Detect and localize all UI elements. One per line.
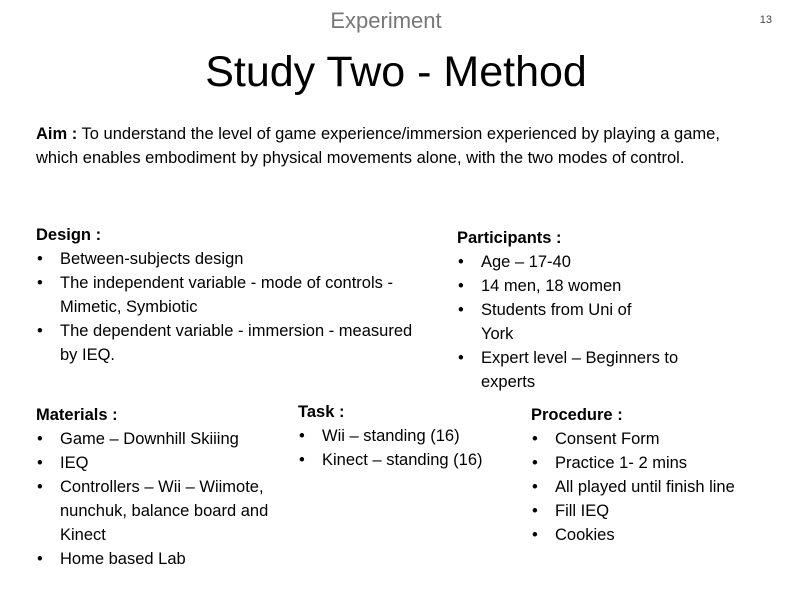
list-item: • All played until finish line bbox=[531, 475, 771, 499]
participants-section bbox=[457, 226, 697, 394]
participants-heading: Participants : bbox=[457, 229, 562, 247]
task-list bbox=[298, 424, 518, 472]
list-item: • Consent Form bbox=[531, 427, 771, 451]
list-item: • The independent variable - mode of controls - Mimetic, Symbiotic bbox=[36, 271, 416, 319]
list-item: • Expert level – Beginners to experts bbox=[457, 346, 691, 394]
list-item: • 14 men, 18 women bbox=[457, 274, 697, 298]
list-item: • Controllers – Wii – Wiimote, nunchuk, balance board and Kinect bbox=[36, 475, 286, 547]
list-item: • Between-subjects design bbox=[36, 247, 416, 271]
design-heading: Design : bbox=[36, 226, 102, 244]
procedure-heading: Procedure : bbox=[531, 406, 623, 424]
page-number: 13 bbox=[759, 14, 772, 26]
design-list bbox=[36, 247, 416, 367]
task-heading: Task : bbox=[298, 403, 345, 421]
list-item: • Game – Downhill Skiiing bbox=[36, 427, 286, 451]
list-item: • Kinect – standing (16) bbox=[298, 448, 518, 472]
aim-label: Aim : bbox=[36, 125, 78, 143]
design-section bbox=[36, 223, 416, 367]
list-item: • Age – 17-40 bbox=[457, 250, 697, 274]
list-item: • Students from Uni of York bbox=[457, 298, 661, 346]
materials-list bbox=[36, 427, 286, 571]
list-item: • IEQ bbox=[36, 451, 286, 475]
aim-text: To understand the level of game experience/immersion experienced by playing a game, which enables embodiment by physical movements alone, with the two modes of control. bbox=[36, 125, 720, 167]
list-item: • The dependent variable - immersion - measured by IEQ. bbox=[36, 319, 416, 367]
slide-title: Study Two - Method bbox=[205, 48, 587, 96]
procedure-list bbox=[531, 427, 771, 547]
aim-paragraph bbox=[36, 122, 758, 170]
section-label: Experiment bbox=[330, 8, 442, 33]
list-item: • Practice 1- 2 mins bbox=[531, 451, 771, 475]
procedure-section bbox=[531, 403, 771, 547]
list-item: • Home based Lab bbox=[36, 547, 286, 571]
participants-list bbox=[457, 250, 697, 394]
list-item: • Fill IEQ bbox=[531, 499, 771, 523]
task-section bbox=[298, 400, 518, 472]
materials-heading: Materials : bbox=[36, 406, 118, 424]
list-item: • Cookies bbox=[531, 523, 771, 547]
materials-section bbox=[36, 403, 286, 571]
list-item: • Wii – standing (16) bbox=[298, 424, 518, 448]
